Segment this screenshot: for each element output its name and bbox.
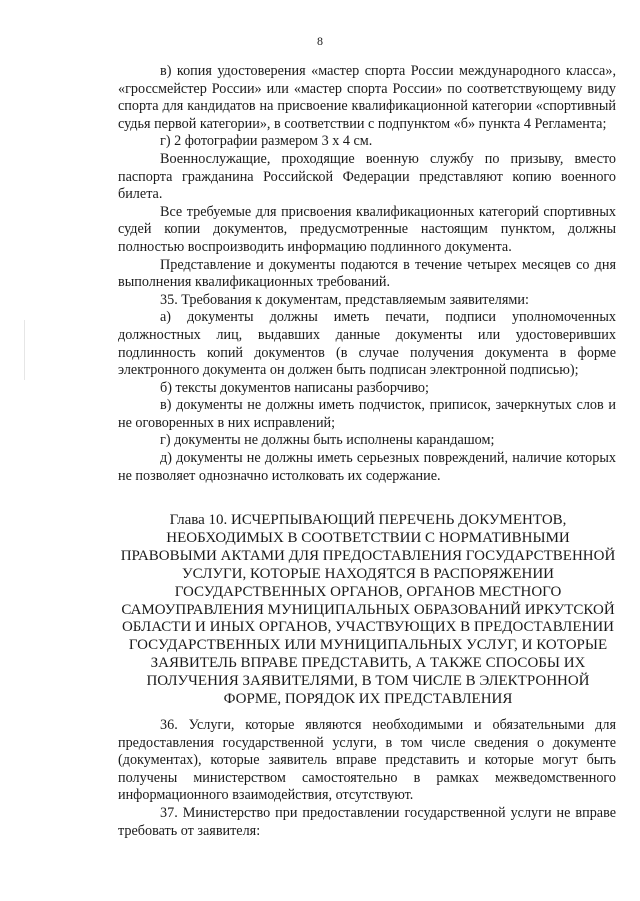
paragraph-item-36: 36. Услуги, которые являются необходимыми и обязательными для предоставления государственной услуги, в том числе сведения о документе (документах), которые заявитель вправе представить и которые могут быть получены министерством самостоятельно в рамках межведомственного информационного взаимодействия, отсутствуют.: [118, 717, 616, 804]
paragraph-35-g: г) документы не должны быть исполнены карандашом;: [160, 432, 495, 449]
body-text: [118, 63, 616, 485]
body-text-continued: [118, 717, 616, 840]
paragraph-35-b: б) тексты документов написаны разборчиво;: [160, 379, 429, 396]
paragraph-35-a: а) документы должны иметь печати, подписи уполномоченных должностных лиц, выдавших данные документы или удостоверивших подлинность копий документов (в случае получения документа в форме электронного документа он должен быть подписан электронной подписью);: [118, 309, 616, 379]
paragraph-35-v: в) документы не должны иметь подчисток, приписок, зачеркнутых слов и не оговоренных в них исправлений;: [118, 397, 616, 431]
paragraph-military-servicemen: Военнослужащие, проходящие военную службу по призыву, вместо паспорта гражданина Российской Федерации представляют копию военного билета.: [118, 150, 616, 203]
paragraph-35-d: д) документы не должны иметь серьезных повреждений, наличие которых не позволяет однозначно истолковать их содержание.: [118, 450, 616, 484]
chapter-heading: [118, 512, 618, 709]
chapter-title: ИСЧЕРПЫВАЮЩИЙ ПЕРЕЧЕНЬ ДОКУМЕНТОВ, НЕОБХОДИМЫХ В СООТВЕТСТВИИ С НОРМАТИВНЫМИ ПРАВОВЫМИ АКТАМИ ДЛЯ ПРЕДОСТАВЛЕНИЯ ГОСУДАРСТВЕННОЙ УСЛУГИ, КОТОРЫЕ НАХОДЯТСЯ В РАСПОРЯЖЕНИИ ГОСУДАРСТВЕННЫХ ОРГАНОВ, ОРГАНОВ МЕСТНОГО САМОУПРАВЛЕНИЯ МУНИЦИПАЛЬНЫХ ОБРАЗОВАНИЙ ИРКУТСКОЙ ОБЛАСТИ И ИНЫХ ОРГАНОВ, УЧАСТВУЮЩИХ В ПРЕДОСТАВЛЕНИИ ГОСУДАРСТВЕННЫХ ИЛИ МУНИЦИПАЛЬНЫХ УСЛУГ, И КОТОРЫЕ ЗАЯВИТЕЛЬ ВПРАВЕ ПРЕДСТАВИТЬ, А ТАКЖЕ СПОСОБЫ ИХ ПОЛУЧЕНИЯ ЗАЯВИТЕЛЯМИ, В ТОМ ЧИСЛЕ В ЭЛЕКТРОННОЙ ФОРМЕ, ПОРЯДОК ИХ ПРЕДСТАВЛЕНИЯ: [120, 512, 616, 708]
chapter-label: Глава 10.: [169, 512, 228, 528]
paragraph-master-sport-copy: в) копия удостоверения «мастер спорта России международного класса», «гроссмейстер России» или «мастер спорта России» по соответствующему виду спорта для кандидатов на присвоение квалификационной категории «спортивный судья первой категории», в соответствии с подпунктом «б» пункта 4 Регламента;: [118, 63, 616, 132]
paragraph-item-35: 35. Требования к документам, представляемым заявителями:: [160, 291, 529, 308]
paragraph-item-37: 37. Министерство при предоставлении государственной услуги не вправе требовать от заявителя:: [118, 804, 616, 839]
page-number: 8: [317, 34, 323, 48]
paragraph-submission-deadline: Представление и документы подаются в течение четырех месяцев со дня выполнения квалификационных требований.: [118, 256, 616, 291]
paragraph-photos: г) 2 фотографии размером 3 х 4 см.: [160, 133, 373, 150]
paragraph-copies-requirement: Все требуемые для присвоения квалификационных категорий спортивных судей копии документов, предусмотренные настоящим пунктом, должны полностью воспроизводить информацию подлинного документа.: [118, 203, 616, 255]
scan-margin-mark: [24, 320, 25, 380]
